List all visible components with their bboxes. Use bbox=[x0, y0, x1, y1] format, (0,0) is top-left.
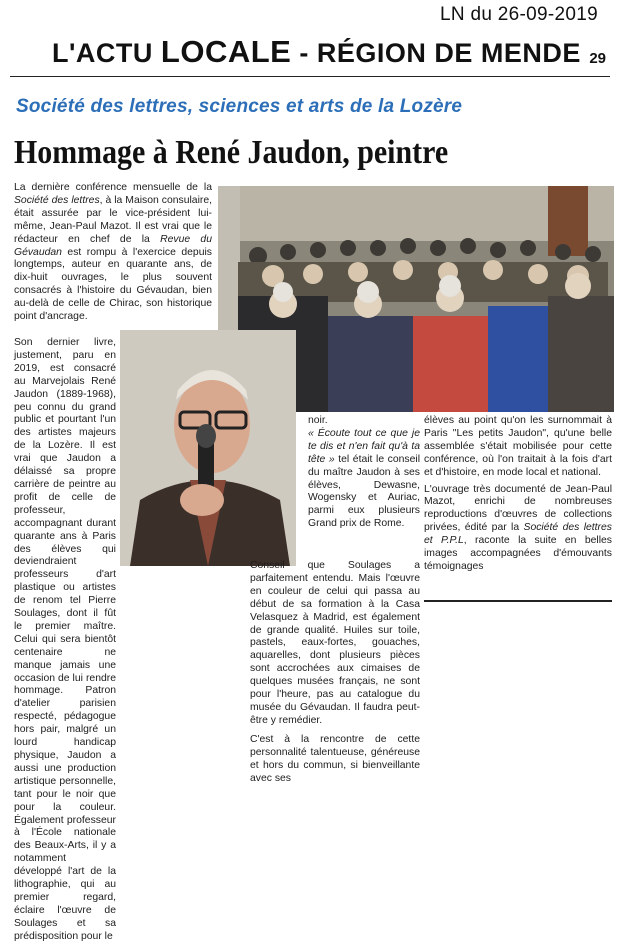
article-end-rule bbox=[424, 600, 612, 602]
speaker-portrait-image bbox=[120, 330, 296, 566]
column-1-narrow bbox=[14, 337, 116, 942]
column-1 bbox=[14, 182, 212, 324]
paragraph-colour: Conseil que Soulages a parfaitement entendu. Mais l'œuvre en couleur de celui qui passa au début de sa formation à la Casa Velasquez à Madrid, est également de grande qualité. Huiles sur toile, pastels, eaux-fortes, gouaches, aquarelles, dont plusieurs pièces sont accrochées aux cimaises de quelques musées français, ne sont pour l'heure, pas au catalogue du musée du Gévaudan. Il faudra peut-être y remédier. bbox=[250, 560, 420, 726]
paragraph-encounter: C'est à la rencontre de cette personnalité talentueuse, généreuse et hors du commun, si bienveillante avec ses bbox=[250, 733, 420, 784]
header-divider bbox=[10, 76, 610, 77]
paragraph-book: Son dernier livre, justement, paru en 2019, est consacré au Marvejolais René Jaudon (1889-1968), peu connu du grand public et pourtant l'un des artistes majeurs de la Lozère. Il est vrai que Jaudon a délaissé sa propre carrière de peintre au profit de celle de professeur, accompagnant durant quarante ans à Paris des élèves qui deviendraient professeurs d'art plastique ou artistes de renom tel Pierre Soulages, dont il fût le premier maître. Celui qui sera bientôt centenaire ne manque jamais une occasion de lui rendre hommage. Patron d'atelier parisien respecté, pédagogue hors pair, malgré un lourd handicap physique, Jaudon a aussi une production artistique personnelle, tant pour le noir que pour la couleur. Également professeur à l'École nationale des Beaux-Arts, il y a notamment développé l'art de la lithographie, qui au premier regard, éclaire l'œuvre de Soulages et sa prédisposition pour le bbox=[14, 337, 116, 942]
column-3 bbox=[424, 415, 612, 574]
paragraph-students: élèves au point qu'on les surnommait à Paris "Les petits Jaudon", qu'une belle assemblée s'était mobilisée pour cette conférence, où l'on traitait à la fois d'art et d'histoire, en mode local et national. bbox=[424, 415, 612, 478]
paragraph-noir: noir. bbox=[308, 415, 328, 426]
column-2 bbox=[308, 415, 420, 531]
rubric-highlight: LOCALE bbox=[160, 34, 292, 69]
rubric-suffix: - RÉGION DE MENDE bbox=[299, 38, 581, 68]
paragraph-intro: La dernière conférence mensuelle de la Société des lettres, à la Maison consulaire, était assurée par le vice-président lui-même, Jean-Paul Mazot. Il est vrai que le rédacteur en chef de la Revue du Gévaudan est rompu à l'exercice depuis longtemps, auteur en quarante ans, de dix-huit ouvrages, le plus souvent consacrés à l'histoire du Gévaudan, bien au-delà de celle de Chirac, son historique point d'ancrage. bbox=[14, 182, 212, 323]
article-headline: Hommage à René Jaudon, peintre bbox=[14, 134, 449, 171]
paragraph-book-details: L'ouvrage très documenté de Jean-Paul Mazot, enrichi de nombreuses reproductions d'œuvres de collections privées, édité par la Société des lettres et P.P.L, raconte la suite en belles images accompagnées d'émouvants témoignages bbox=[424, 483, 612, 572]
article-kicker: Société des lettres, sciences et arts de la Lozère bbox=[16, 96, 463, 117]
paragraph-quote: « Écoute tout ce que je te dis et n'en fait qu'à ta tête » tel était le conseil du maître Jaudon à ses élèves, Dewasne, Wogensky et Auriac, parmi eux plusieurs Grand prix de Rome. bbox=[308, 427, 421, 530]
source-date: LN du 26-09-2019 bbox=[440, 4, 598, 25]
section-rubric bbox=[52, 34, 581, 70]
column-2-lower bbox=[250, 560, 420, 785]
page-number: 29 bbox=[589, 50, 606, 67]
rubric-prefix: L'ACTU bbox=[52, 38, 153, 68]
speaker-portrait bbox=[120, 330, 296, 566]
